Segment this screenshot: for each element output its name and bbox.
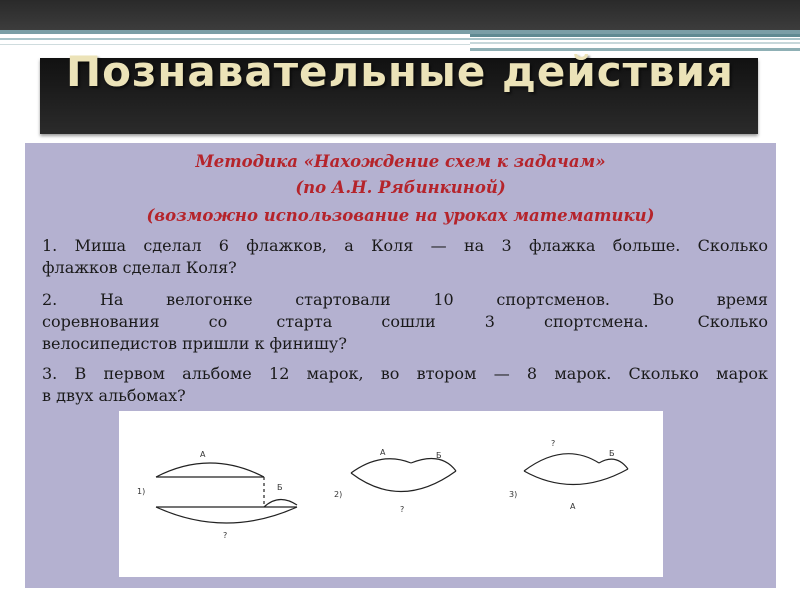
scheme-3-arc-b — [599, 459, 628, 469]
task-2-line-2: соревнования со старта сошли 3 спортсмена. Сколько — [42, 312, 768, 331]
scheme-2-arc-a — [351, 459, 411, 473]
scheme-1-arc-total — [156, 507, 297, 523]
method-author: (по А.Н. Рябинкиной) — [295, 178, 506, 197]
scheme-3-number: 3) — [509, 490, 518, 499]
scheme-3-label-b: Б — [609, 449, 615, 458]
task-3-line-1: 3. В первом альбоме 12 марок, во втором — 8 марок. Сколько марок — [42, 364, 768, 383]
scheme-3-arc-a — [524, 469, 628, 485]
task-3-line-2: в двух альбомах? — [42, 386, 186, 405]
scheme-1-arc-a — [156, 463, 264, 477]
schemes-figure — [119, 411, 663, 577]
scheme-2-arc-total — [351, 471, 456, 492]
scheme-2-label-b: Б — [436, 451, 442, 460]
task-1-line-2: флажков сделал Коля? — [42, 258, 237, 277]
scheme-1-arc-b — [264, 499, 297, 507]
slide-title: Познавательные действия — [66, 47, 734, 96]
scheme-2-arc-b — [411, 459, 456, 472]
scheme-2-number: 2) — [334, 490, 343, 499]
scheme-2-label-q: ? — [400, 505, 405, 514]
schemes-diagram — [119, 411, 663, 577]
method-title: Методика «Нахождение схем к задачам» — [195, 152, 606, 171]
scheme-1-number: 1) — [137, 487, 146, 496]
scheme-3-label-a: А — [570, 502, 576, 511]
scheme-3-label-q: ? — [551, 439, 556, 448]
scheme-1-label-a: А — [200, 450, 206, 459]
task-2-line-1: 2. На велогонке стартовали 10 спортсменов. Во время — [42, 290, 768, 309]
task-1-line-1: 1. Миша сделал 6 флажков, а Коля — на 3 флажка больше. Сколько — [42, 236, 768, 255]
scheme-1-label-q: ? — [223, 531, 228, 540]
task-2-line-3: велосипедистов пришли к финишу? — [42, 334, 347, 353]
method-note: (возможно использование на уроках математики) — [146, 206, 655, 225]
scheme-2-label-a: А — [380, 448, 386, 457]
scheme-3-arc-total — [524, 454, 599, 471]
scheme-1-label-b: Б — [277, 483, 283, 492]
